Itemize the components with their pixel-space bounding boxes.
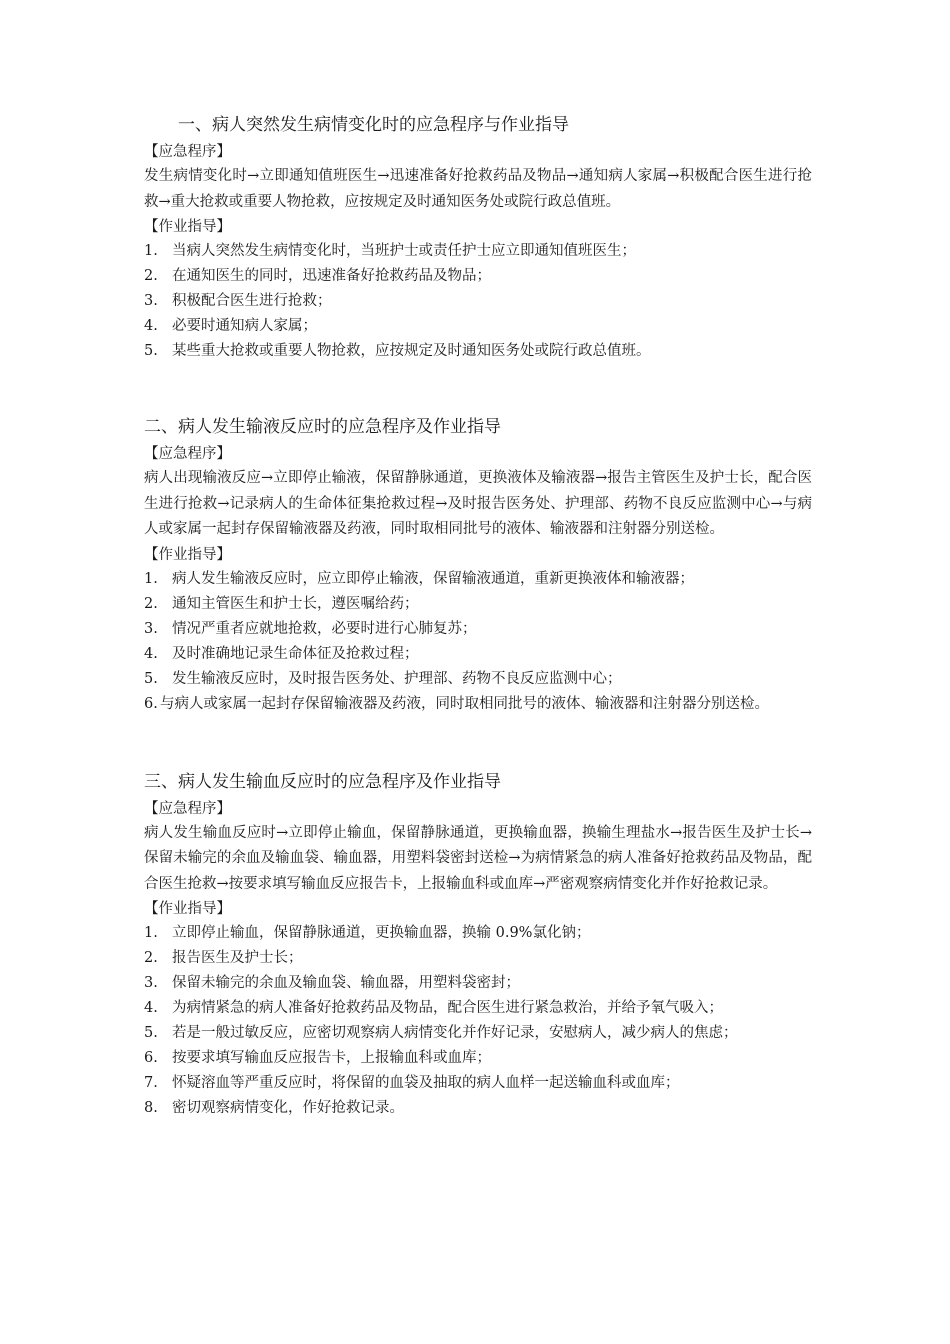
- item-text: 积极配合医生进行抢救；: [172, 293, 332, 309]
- list-item: [144, 339, 812, 364]
- item-number: 4.: [144, 645, 158, 662]
- section-3: [144, 769, 812, 1122]
- list-item: [144, 289, 812, 314]
- item-number: 2.: [144, 950, 158, 966]
- item-number: 3.: [144, 293, 158, 309]
- guide-list: [144, 921, 812, 1121]
- item-text: 发生输液反应时，及时报告医务处、护理部、药物不良反应监测中心；: [172, 670, 622, 687]
- item-text: 某些重大抢救或重要人物抢救，应按规定及时通知医务处或院行政总值班。: [172, 343, 651, 359]
- item-text: 按要求填写输血反应报告卡，上报输血科或血库；: [172, 1050, 491, 1066]
- item-text: 密切观察病情变化，作好抢救记录。: [172, 1100, 404, 1116]
- procedure-label: 【应急程序】: [144, 446, 231, 462]
- item-text: 报告医生及护士长；: [172, 950, 303, 966]
- item-text: 与病人或家属一起封存保留输液器及药液，同时取相同批号的液体、输液器和注射器分别送检。: [160, 695, 769, 712]
- list-item: [144, 264, 812, 289]
- item-number: 1.: [144, 925, 158, 941]
- list-item: [144, 692, 812, 717]
- list-item: [144, 642, 812, 667]
- list-item: [144, 946, 812, 971]
- section-title: 二、病人发生输液反应时的应急程序及作业指导: [144, 417, 501, 437]
- item-text: 当病人突然发生病情变化时，当班护士或责任护士应立即通知值班医生；: [172, 243, 636, 259]
- item-text: 必要时通知病人家属；: [172, 318, 317, 334]
- item-text: 保留未输完的余血及输血袋、输血器，用塑料袋密封；: [172, 975, 520, 991]
- list-item: [144, 617, 812, 642]
- section-1: [144, 112, 812, 364]
- item-number: 2.: [144, 268, 158, 284]
- list-item: [144, 996, 812, 1021]
- guide-label: 【作业指导】: [144, 546, 231, 563]
- procedure-text: 发生病情变化时→立即通知值班医生→迅速准备好抢救药品及物品→通知病人家属→积极配合医生进行抢救→重大抢救或重要人物抢救，应按规定及时通知医务处或院行政总值班。: [144, 168, 812, 210]
- list-item: [144, 1021, 812, 1046]
- item-number: 4.: [144, 318, 158, 334]
- item-number: 1.: [144, 243, 158, 259]
- list-item: [144, 592, 812, 617]
- guide-list: [144, 239, 812, 364]
- section-2: [144, 414, 812, 717]
- item-text: 为病情紧急的病人准备好抢救药品及物品，配合医生进行紧急救治，并给予氧气吸入；: [172, 1000, 723, 1016]
- list-item: [144, 567, 812, 592]
- item-number: 6.: [144, 1050, 158, 1066]
- item-text: 在通知医生的同时，迅速准备好抢救药品及物品；: [172, 268, 491, 284]
- list-item: [144, 971, 812, 996]
- list-item: [144, 1046, 812, 1071]
- document-page: [144, 112, 812, 1121]
- item-number: 2.: [144, 595, 158, 612]
- item-text: 通知主管医生和护士长，遵医嘱给药；: [172, 595, 419, 612]
- item-text: 病人发生输液反应时，应立即停止输液，保留输液通道，重新更换液体和输液器；: [172, 570, 694, 587]
- list-item: [144, 239, 812, 264]
- item-number: 5.: [144, 670, 158, 687]
- procedure-text: 病人出现输液反应→立即停止输液，保留静脉通道，更换液体及输液器→报告主管医生及护士长，配合医生进行抢救→记录病人的生命体征集抢救过程→及时报告医务处、护理部、药物不良反应监测中心→与病人或家属一起封存保留输液器及药液，同时取相同批号的液体、输液器和注射器分别送检。: [144, 470, 812, 537]
- item-text: 及时准确地记录生命体征及抢救过程；: [172, 645, 419, 662]
- item-number: 5.: [144, 1025, 158, 1041]
- section-title: 三、病人发生输血反应时的应急程序及作业指导: [144, 771, 501, 792]
- item-number: 8.: [144, 1100, 158, 1116]
- list-item: [144, 667, 812, 692]
- section-spacer: [144, 717, 812, 769]
- item-text: 立即停止输血，保留静脉通道，更换输血器，换输 0.9%氯化钠；: [172, 925, 591, 941]
- list-item: [144, 921, 812, 946]
- item-number: 6.: [144, 695, 158, 712]
- item-number: 7.: [144, 1075, 158, 1091]
- item-text: 怀疑溶血等严重反应时，将保留的血袋及抽取的病人血样一起送输血科或血库；: [172, 1075, 680, 1091]
- item-number: 3.: [144, 620, 158, 637]
- list-item: [144, 314, 812, 339]
- item-number: 5.: [144, 343, 158, 359]
- item-number: 1.: [144, 570, 158, 587]
- guide-label: 【作业指导】: [144, 901, 231, 917]
- item-number: 4.: [144, 1000, 158, 1016]
- procedure-text: 病人发生输血反应时→立即停止输血，保留静脉通道，更换输血器，换输生理盐水→报告医生及护士长→保留未输完的余血及输血袋、输血器，用塑料袋密封送检→为病情紧急的病人准备好抢救药品及物品，配合医生抢救→按要求填写输血反应报告卡，上报输血科或血库→严密观察病情变化并作好抢救记录。: [144, 824, 812, 892]
- item-number: 3.: [144, 975, 158, 991]
- list-item: [144, 1071, 812, 1096]
- guide-list: [144, 567, 812, 717]
- item-text: 情况严重者应就地抢救，必要时进行心肺复苏；: [172, 620, 477, 637]
- section-spacer: [144, 364, 812, 414]
- list-item: [144, 1096, 812, 1121]
- section-title: 一、病人突然发生病情变化时的应急程序与作业指导: [178, 115, 569, 135]
- procedure-label: 【应急程序】: [144, 144, 231, 160]
- item-text: 若是一般过敏反应，应密切观察病人病情变化并作好记录，安慰病人，减少病人的焦虑；: [172, 1025, 738, 1041]
- procedure-label: 【应急程序】: [144, 800, 231, 817]
- guide-label: 【作业指导】: [144, 219, 231, 235]
